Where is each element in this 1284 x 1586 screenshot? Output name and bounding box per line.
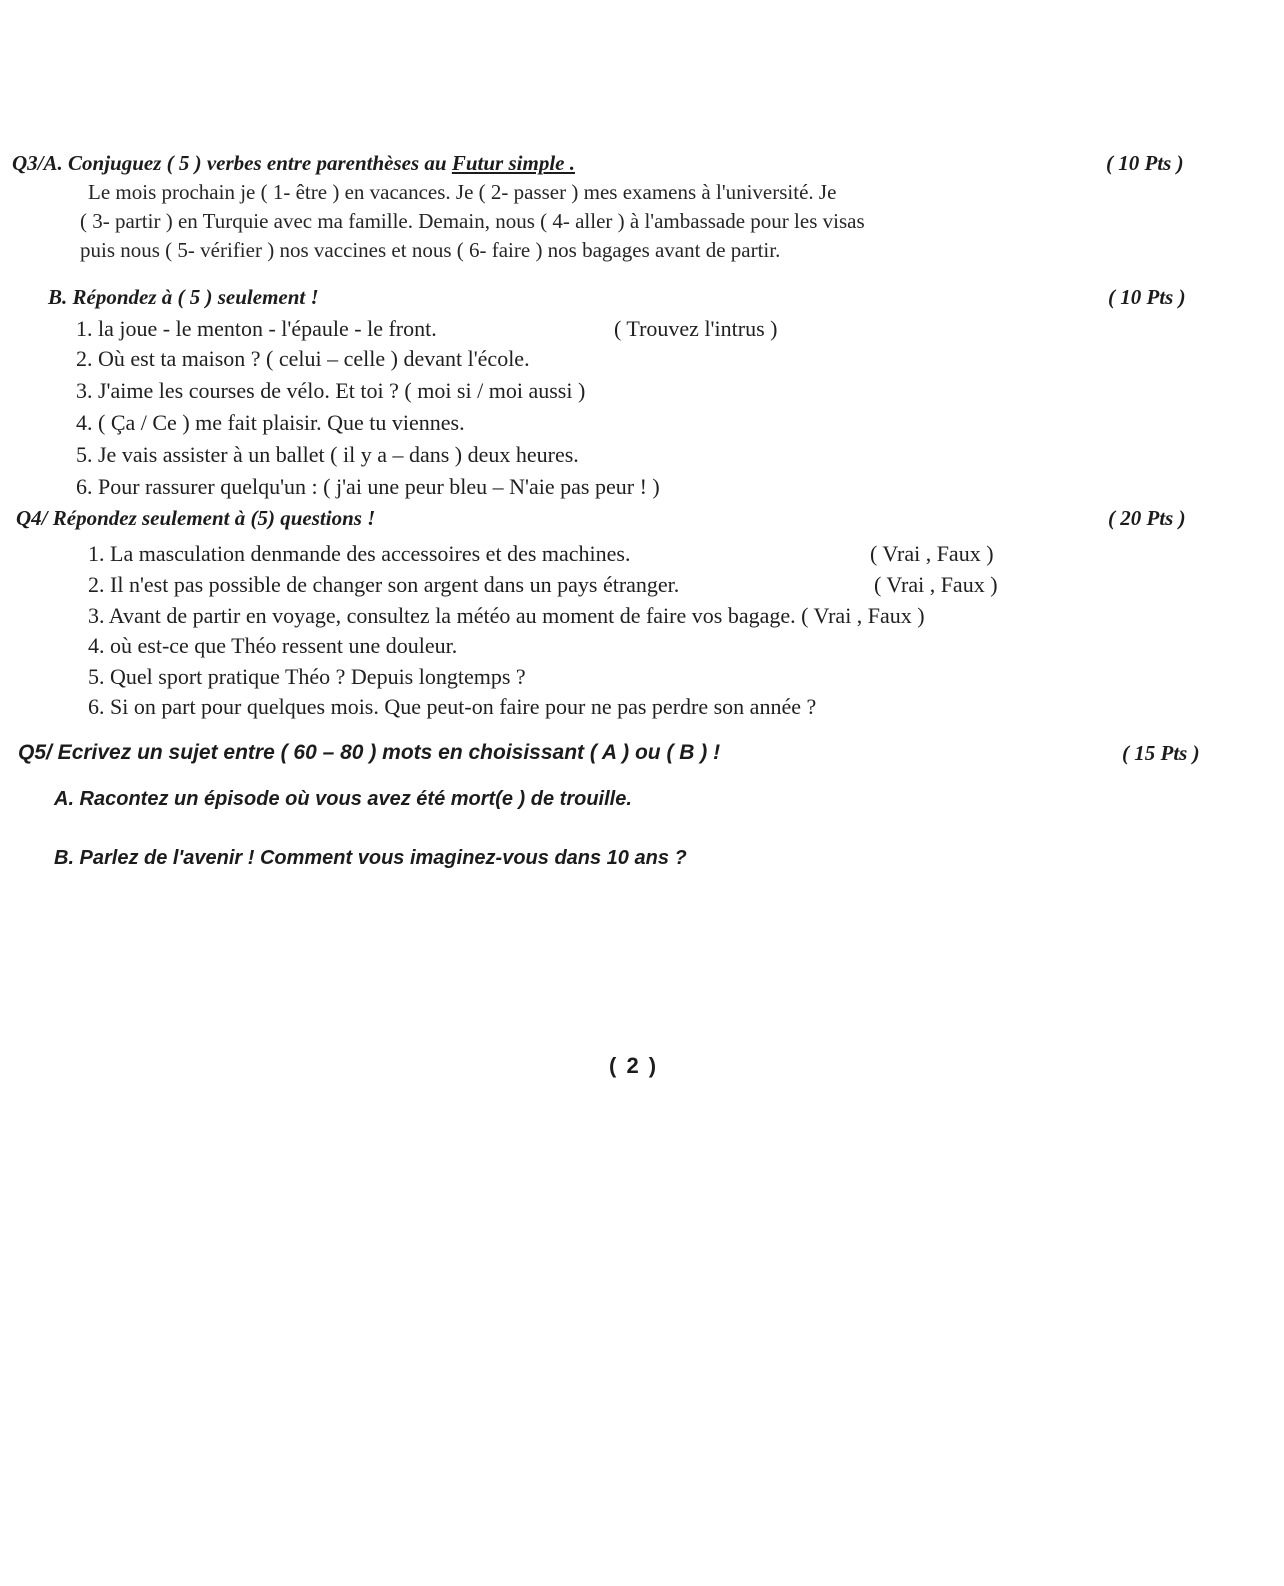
q5-topic-b: B. Parlez de l'avenir ! Comment vous imaginez-vous dans 10 ans ? [54,847,687,869]
q4-item: 3. Avant de partir en voyage, consultez la météo au moment de faire vos bagage. ( Vrai , Faux ) [88,603,925,628]
q4-item: 6. Si on part pour quelques mois. Que peut-on faire pour ne pas perdre son année ? [88,694,817,719]
q3-b-item1-hint: ( Trouvez l'intrus ) [614,316,778,341]
q5-points: ( 15 Pts ) [1122,741,1200,765]
q3-b-item: 3. J'aime les courses de vélo. Et toi ? ( moi si / moi aussi ) [76,378,586,403]
q5-heading: Q5/ Ecrivez un sujet entre ( 60 – 80 ) mots en choisissant ( A ) ou ( B ) ! [18,741,721,764]
q5-topic-a: A. Racontez un épisode où vous avez été mort(e ) de trouille. [54,788,632,810]
q3-a-line: Le mois prochain je ( 1- être ) en vacances. Je ( 2- passer ) mes examens à l'université. Je [88,180,837,204]
q3-b-item: 4. ( Ça / Ce ) me fait plaisir. Que tu viennes. [76,410,465,435]
q3-b-item: 2. Où est ta maison ? ( celui – celle ) devant l'école. [76,346,530,371]
q3-a-heading [12,151,575,176]
q4-item1-choice: ( Vrai , Faux ) [870,541,994,566]
q4-item2-choice: ( Vrai , Faux ) [874,572,998,597]
q3-a-heading-tense: Futur simple . [451,151,575,175]
q3-b-item: 5. Je vais assister à un ballet ( il y a – dans ) deux heures. [76,442,579,467]
q3-b-points: ( 10 Pts ) [1108,285,1186,309]
q3-a-line: ( 3- partir ) en Turquie avec ma famille. Demain, nous ( 4- aller ) à l'ambassade pour les visas [80,209,865,233]
q3-a-points: ( 10 Pts ) [1106,151,1184,175]
q3-b-item: 6. Pour rassurer quelqu'un : ( j'ai une peur bleu – N'aie pas peur ! ) [76,474,660,499]
q4-heading: Q4/ Répondez seulement à (5) questions ! [16,506,376,530]
q4-item: 5. Quel sport pratique Théo ? Depuis longtemps ? [88,664,526,689]
q4-item: 4. où est-ce que Théo ressent une douleur. [88,633,458,658]
q3-a-heading-prefix: Q3/A. Conjuguez ( 5 ) verbes entre parenthèses au [12,151,452,175]
q3-b-item: 1. la joue - le menton - l'épaule - le front. [76,316,437,341]
q3-a-line: puis nous ( 5- vérifier ) nos vaccines et nous ( 6- faire ) nos bagages avant de partir. [80,238,781,262]
page-number: ( 2 ) [609,1053,659,1078]
q3-b-heading: B. Répondez à ( 5 ) seulement ! [48,285,319,309]
q4-item: 2. Il n'est pas possible de changer son argent dans un pays étranger. [88,572,680,597]
q4-points: ( 20 Pts ) [1108,506,1186,530]
q4-item: 1. La masculation denmande des accessoires et des machines. [88,541,631,566]
